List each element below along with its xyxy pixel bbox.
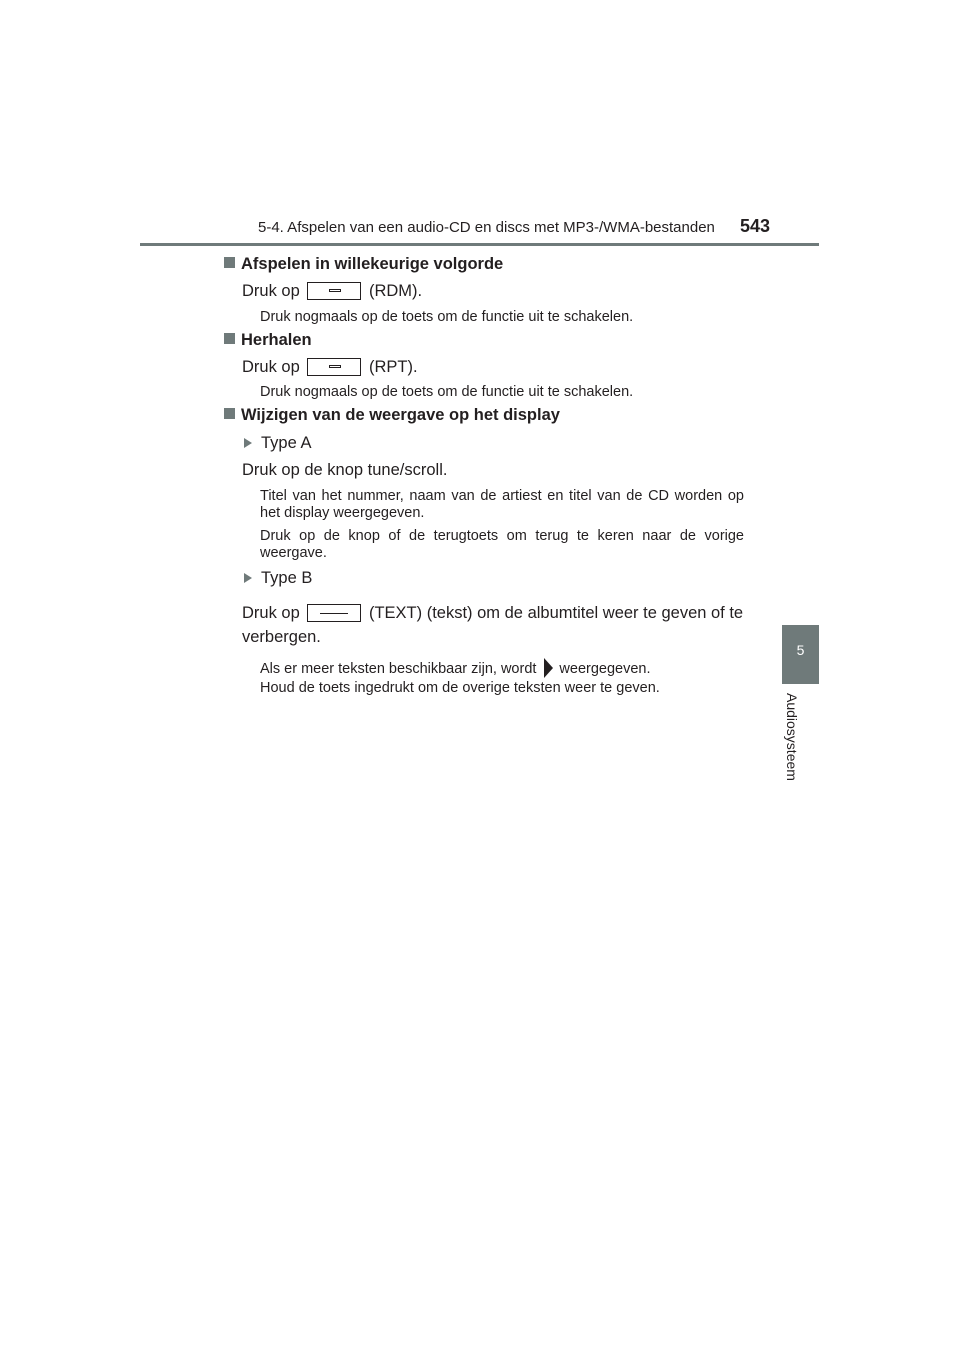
triangle-bullet-icon bbox=[244, 438, 252, 448]
more-text-arrow-icon bbox=[544, 658, 553, 678]
type-b-label: Type B bbox=[244, 569, 312, 588]
square-bullet-icon bbox=[224, 333, 235, 344]
section-title: 5-4. Afspelen van een audio-CD en discs met MP3-/WMA-bestanden bbox=[258, 219, 715, 236]
heading-random: Afspelen in willekeurige volgorde bbox=[224, 255, 503, 274]
square-bullet-icon bbox=[224, 257, 235, 268]
instruction-random: Druk op (RDM). bbox=[242, 282, 423, 300]
chapter-number: 5 bbox=[796, 642, 805, 658]
text-button-icon bbox=[307, 604, 361, 622]
square-bullet-icon bbox=[224, 408, 235, 419]
instruction-type-b-line2: verbergen. bbox=[242, 628, 321, 646]
rdm-button-icon bbox=[307, 282, 361, 300]
header-divider bbox=[140, 243, 819, 246]
note-type-b-1: Als er meer teksten beschikbaar zijn, wordt weergegeven. bbox=[260, 658, 760, 678]
type-a-label: Type A bbox=[244, 434, 311, 453]
chapter-label: Audiosysteem bbox=[784, 693, 800, 781]
page-number: 543 bbox=[740, 216, 771, 236]
note-type-b-2: Houd de toets ingedrukt om de overige teksten weer te geven. bbox=[260, 680, 660, 696]
note-type-a-1: Titel van het nummer, naam van de artiest en titel van de CD worden op het display weergegeven. bbox=[260, 488, 744, 521]
rpt-button-icon bbox=[307, 358, 361, 376]
note-repeat: Druk nogmaals op de toets om de functie uit te schakelen. bbox=[260, 384, 634, 400]
heading-display: Wijzigen van de weergave op het display bbox=[224, 406, 560, 425]
triangle-bullet-icon bbox=[244, 573, 252, 583]
instruction-type-b: Druk op (TEXT) (tekst) om de albumtitel weer te geven of te bbox=[242, 604, 744, 622]
heading-repeat: Herhalen bbox=[224, 331, 312, 350]
instruction-repeat: Druk op (RPT). bbox=[242, 358, 418, 376]
instruction-type-a: Druk op de knop tune/scroll. bbox=[242, 461, 448, 479]
note-type-a-2: Druk op de knop of de terugtoets om terug te keren naar de vorige weergave. bbox=[260, 528, 744, 561]
note-random: Druk nogmaals op de toets om de functie uit te schakelen. bbox=[260, 309, 634, 325]
